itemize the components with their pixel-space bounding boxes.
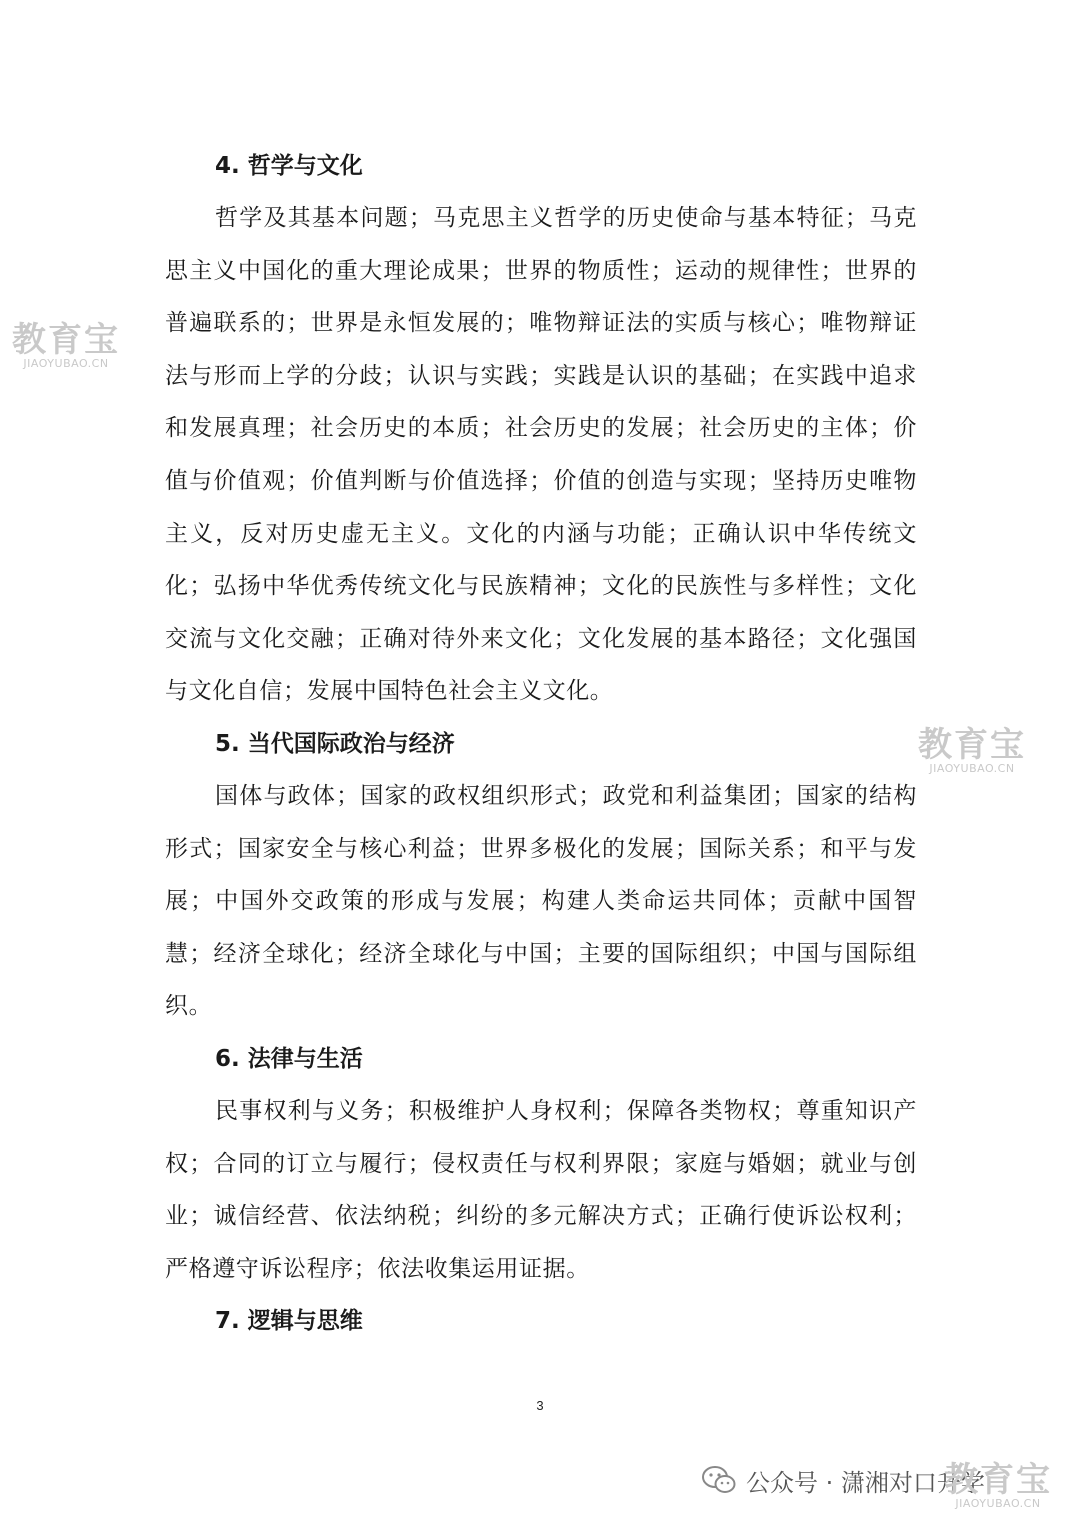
watermark-logo [12,322,120,370]
section-heading-6: 6. 法律与生活 [215,1045,363,1072]
wechat-account-label: 公众号 · 潇湘对口升学 [746,1468,985,1497]
section-body-5: 国体与政体；国家的政权组织形式；政党和利益集团；国家的结构形式；国家安全与核心利益；世界多极化的发展；国际关系；和平与发展；中国外交政策的形成与发展；构建人类命运共同体；贡献中国智慧；经济全球化；经济全球化与中国；主要的国际组织；中国与国际组织。 [165,782,917,1020]
watermark-sub-text: JIAOYUBAO.CN [23,357,109,370]
watermark-main-text: 教育宝 [918,725,1026,765]
section-heading-5: 5. 当代国际政治与经济 [215,730,455,757]
watermark-logo [918,727,1026,775]
page-content [165,140,917,1347]
wechat-icon [702,1465,736,1495]
watermark-logo [944,1462,1052,1510]
page-number: 3 [536,1398,544,1413]
wechat-account-footer [702,1460,985,1500]
section-heading-4: 4. 哲学与文化 [215,153,363,179]
section-heading-7: 7. 逻辑与思维 [215,1308,363,1335]
watermark-main-text: 教育宝 [944,1460,1052,1500]
watermark-sub-text: JIAOYUBAO.CN [929,762,1015,775]
section-body-6: 民事权利与义务；积极维护人身权利；保障各类物权；尊重知识产权；合同的订立与履行；侵权责任与权利界限；家庭与婚姻；就业与创业；诚信经营、依法纳税；纠纷的多元解决方式；正确行使诉讼权利；严格遵守诉讼程序；依法收集运用证据。 [165,1097,917,1282]
watermark-main-text: 教育宝 [12,320,120,360]
section-body-4: 哲学及其基本问题；马克思主义哲学的历史使命与基本特征；马克思主义中国化的重大理论成果；世界的物质性；运动的规律性；世界的普遍联系的；世界是永恒发展的；唯物辩证法的实质与核心；唯物辩证法与形而上学的分歧；认识与实践；实践是认识的基础；在实践中追求和发展真理；社会历史的本质；社会历史的发展；社会历史的主体；价值与价值观；价值判断与价值选择；价值的创造与实现；坚持历史唯物主义，反对历史虚无主义。文化的内涵与功能；正确认识中华传统文化；弘扬中华优秀传统文化与民族精神；文化的民族性与多样性；文化交流与文化交融；正确对待外来文化；文化发展的基本路径；文化强国与文化自信；发展中国特色社会主义文化。 [165,205,917,705]
watermark-sub-text: JIAOYUBAO.CN [955,1497,1041,1510]
